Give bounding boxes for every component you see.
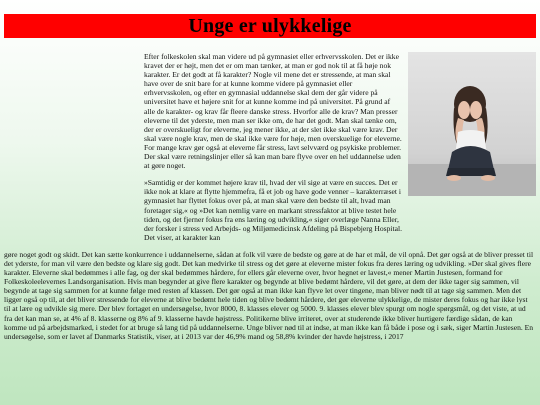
page-title: Unge er ulykkelige [188,14,352,37]
article-body [4,52,534,349]
title-bar [4,14,536,38]
article-paragraph-1: Efter folkeskolen skal man videre ud på gymnasiet eller erhvervsskolen. Det er ikke kravet der er højt, men det er om man tænker, at man er god nok til at få høje nok karakter. Er det godt at få karakter? Nogle vil mene det er stressende, at man skal have over de snit bare for at kunne komme videre på gymnasiet eller erhvervsskolen, og efter en gymnasial uddannelse skal dem der går videre på universitet have et højere snit for at kunne komme ind på universitet. På grund af alle de karakter- og krav får fleere danske stress. Hvorfor alle de krav? Man presser eleverne til det yderste, men man ser ikke om, de har det godt. Man skal tænke om, der er overskueligt for eleverne, jeg mener ikke, at der slet ikke skal være krav. Der skal være nogle krav, men de skal ikke være for høje, men overskuelige for eleverne. For mange krav gør også at eleverne får stress, lavt selvværd og psykiske problemer. Der skal være retningslinjer eller så kan man bare flyve over en hel uddannelse uden at gøre noget. [144,52,402,171]
article-paragraph-2-rest: gøre noget godt og skidt. Det kan sætte konkurrence i uddannelserne, sådan at folk vil være de bedste og gøre at de har et mål, de vil opnå. Det gør også at de bliver presset til det yderste, for man vil være den bedste og klare sig godt. Det kan medvirke til stress og det gøre at eleverne mister fokus fra deres læring og udvikling. »Der skal gives flere karakter. Eleverne skal bedømmes i alle fag, og der skal bedømmes hårdere, for ellers går eleverne over, hvor hegnet er lavest,« mener Martin Justesen, formand for Folkeskoleelevernes Landsorganisation. Hvis man begynder at give flere karakter og begynde at blive bedømt hårdere, vil det gøre, at dem der ikke tager sig sammen, vil begynde at tage sig sammen for at kunne følge med resten af klassen. Det gør også at man ikke kan flyve let over tingene, man bliver nødt til at tage sig sammen. Men det ligger også op til, at det bliver stressende for eleverne at blive bedømt hele tiden og blive bedømt hårdere, det gør eleverne ulykkelige, de mister deres fokus og har ikke lyst til at lære og udvikle sig mere. Der blev fortaget en undersøgelse, hvor 8000, 8. klasses elever og 5000. 9. klasses elever blev spurgt om nogle spørgsmål, og det viste, at ud fra det kan man se, at 4% af 8. klasserne og 8% af 9. klasserne havde højstress. Politikerne blive irriteret, over at studerende ikke bliver hurtigere færdige sådan, de kan komme ud på arbejdsmarked, i stedet for at bruge så lang tid på uddannelserne. Unge bliver nød til at indse, at man ikke kan få både i pose og i sæk, siger Martin Justesen. En undersøgelse, som er lavet af Danmarks Statistik, viser, at i 2013 var der 46,9% mand og 58,8% kvinder der havde højstress, i 2017 [4,249,534,341]
article-paragraph-2-top: »Samtidig er der kommet højere krav til, hvad der vil sige at være en succes. Det er ikke nok at klare at flytte hjemmefra, få et job og have gode venner – karakterræset i gymnasiet har flyttet fokus over på, at man skal være den bedste til alt, hvad man foretager sig,« og »Det kan nemlig være en markant stressfaktor at blive testet hele tiden, og det fjerner fokus fra ens læring og udvikling,« siger overlæge Nanna Eller, der forsker i stress ved Arbejds- og Miljømedicinsk Afdeling på Bispebjerg Hospital. Det viser, at karakter kan [144,178,403,242]
